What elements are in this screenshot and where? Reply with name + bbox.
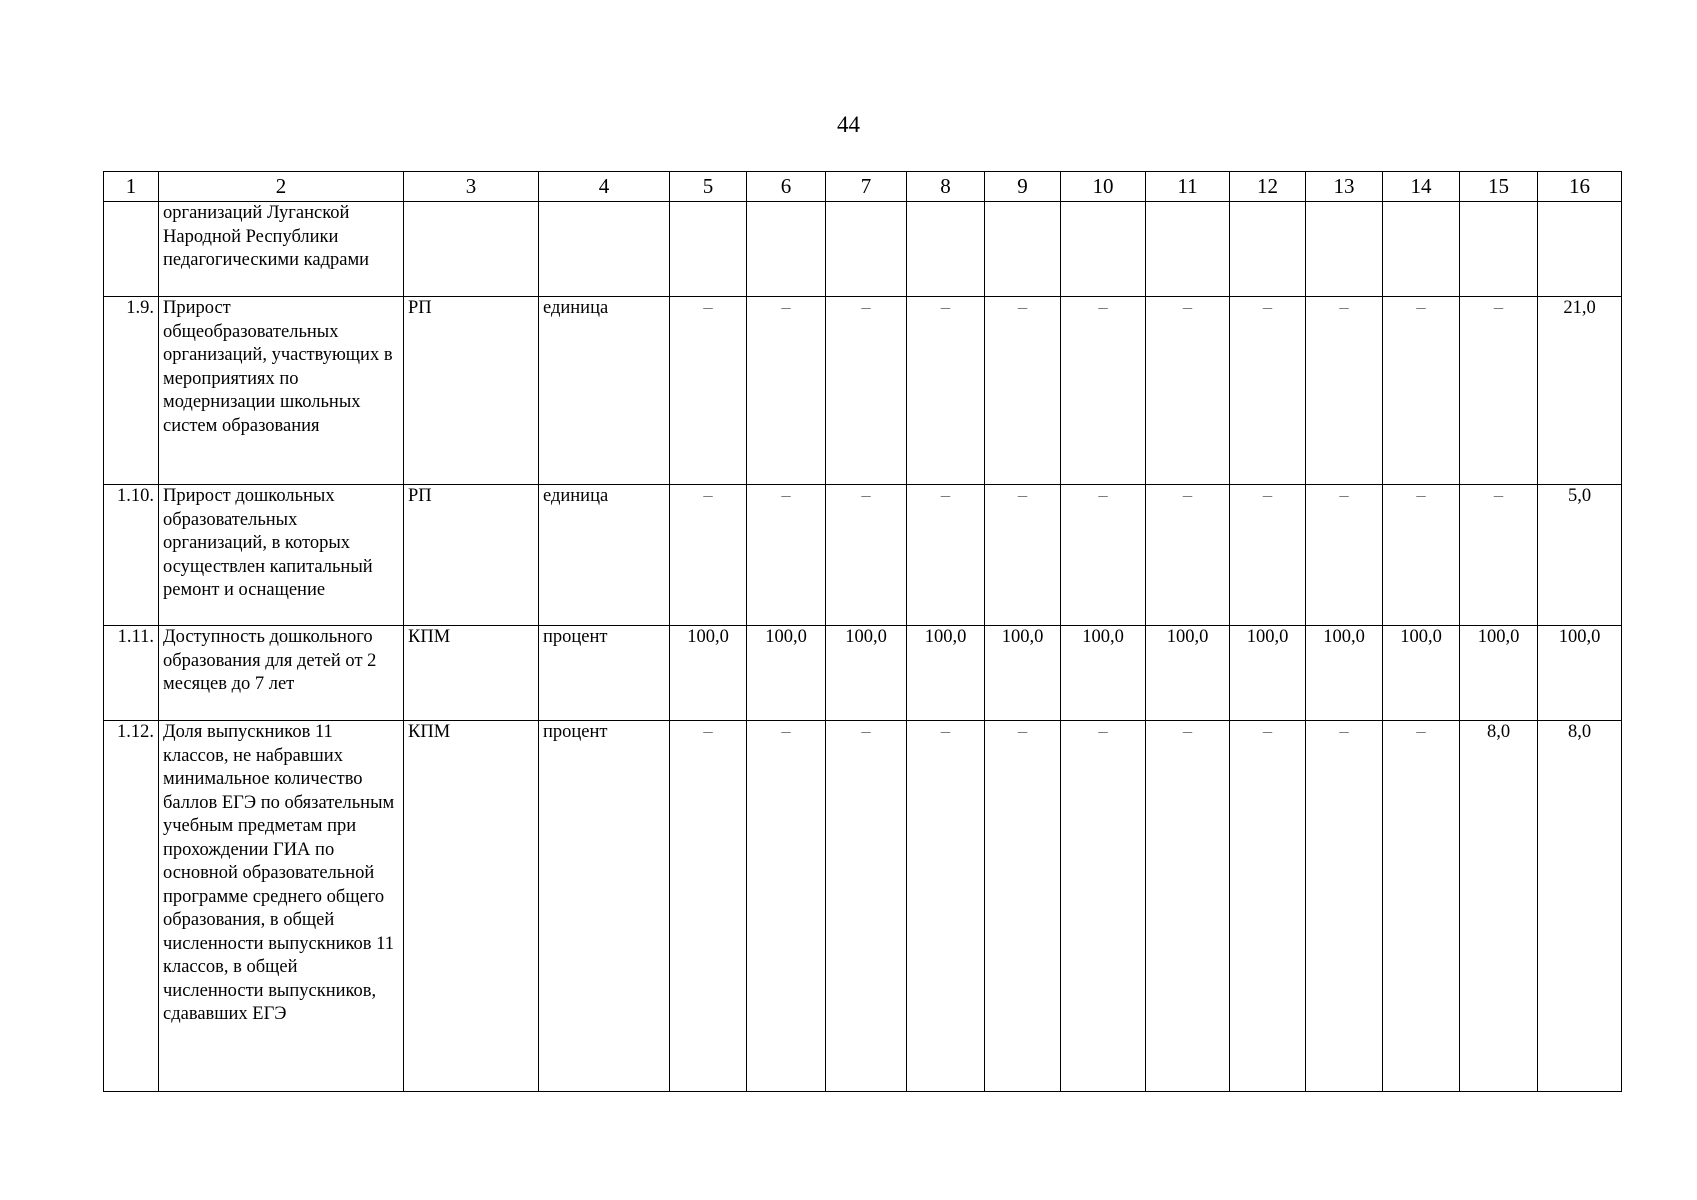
value-cell: – xyxy=(826,297,907,485)
table-row xyxy=(104,626,1622,721)
value-cell: – xyxy=(1146,485,1230,626)
header-cell: 8 xyxy=(907,172,985,202)
value-cell: 100,0 xyxy=(747,626,826,721)
value-cell: – xyxy=(1230,485,1306,626)
indicators-table xyxy=(103,171,1622,1092)
value-cell: – xyxy=(985,297,1061,485)
value-cell: 8,0 xyxy=(1460,721,1538,1092)
value-cell: – xyxy=(670,721,747,1092)
value-cell: 100,0 xyxy=(1061,626,1146,721)
value-cell: – xyxy=(1061,721,1146,1092)
value-cell: – xyxy=(826,721,907,1092)
value-cell xyxy=(1061,202,1146,297)
value-cell: – xyxy=(670,297,747,485)
header-cell: 2 xyxy=(159,172,404,202)
row-number: 1.12. xyxy=(104,721,159,1092)
indicator-source: КПМ xyxy=(404,626,539,721)
header-cell: 7 xyxy=(826,172,907,202)
indicator-unit: процент xyxy=(539,626,670,721)
indicator-source xyxy=(404,202,539,297)
value-cell: – xyxy=(1460,485,1538,626)
value-cell: – xyxy=(670,485,747,626)
value-cell: 100,0 xyxy=(1460,626,1538,721)
header-cell: 15 xyxy=(1460,172,1538,202)
value-cell xyxy=(670,202,747,297)
value-cell: – xyxy=(747,721,826,1092)
header-cell: 10 xyxy=(1061,172,1146,202)
value-cell: 100,0 xyxy=(1230,626,1306,721)
value-cell xyxy=(826,202,907,297)
value-cell: 100,0 xyxy=(907,626,985,721)
value-cell xyxy=(1230,202,1306,297)
table-row xyxy=(104,485,1622,626)
table-row xyxy=(104,202,1622,297)
value-cell: 100,0 xyxy=(985,626,1061,721)
header-cell: 9 xyxy=(985,172,1061,202)
header-cell: 1 xyxy=(104,172,159,202)
header-cell: 11 xyxy=(1146,172,1230,202)
indicator-name: Прирост общеобразовательных организаций, участвующих в мероприятиях по модернизации школьных систем образования xyxy=(159,297,404,485)
value-cell: – xyxy=(1061,297,1146,485)
indicator-unit: единица xyxy=(539,297,670,485)
row-number: 1.10. xyxy=(104,485,159,626)
header-row xyxy=(104,172,1622,202)
row-number: 1.9. xyxy=(104,297,159,485)
indicator-name: Прирост дошкольных образовательных организаций, в которых осуществлен капитальный ремонт и оснащение xyxy=(159,485,404,626)
indicator-source: РП xyxy=(404,485,539,626)
value-cell: – xyxy=(747,297,826,485)
value-cell: 8,0 xyxy=(1538,721,1622,1092)
value-cell: – xyxy=(1383,485,1460,626)
row-number xyxy=(104,202,159,297)
header-cell: 13 xyxy=(1306,172,1383,202)
indicator-source: РП xyxy=(404,297,539,485)
value-cell: – xyxy=(985,485,1061,626)
value-cell: – xyxy=(1306,297,1383,485)
indicator-name: Доступность дошкольного образования для детей от 2 месяцев до 7 лет xyxy=(159,626,404,721)
value-cell: – xyxy=(985,721,1061,1092)
value-cell: – xyxy=(1146,721,1230,1092)
value-cell: – xyxy=(1306,485,1383,626)
value-cell: – xyxy=(907,297,985,485)
header-cell: 16 xyxy=(1538,172,1622,202)
value-cell: – xyxy=(907,485,985,626)
value-cell xyxy=(1383,202,1460,297)
value-cell: 100,0 xyxy=(1383,626,1460,721)
value-cell: 5,0 xyxy=(1538,485,1622,626)
value-cell: – xyxy=(1230,297,1306,485)
indicator-name: организаций Луганской Народной Республики педагогическими кадрами xyxy=(159,202,404,297)
row-number: 1.11. xyxy=(104,626,159,721)
table-row xyxy=(104,721,1622,1092)
value-cell xyxy=(1460,202,1538,297)
indicator-source: КПМ xyxy=(404,721,539,1092)
value-cell: 100,0 xyxy=(1306,626,1383,721)
header-cell: 3 xyxy=(404,172,539,202)
table-row xyxy=(104,297,1622,485)
page-number: 44 xyxy=(837,112,860,137)
indicator-unit: процент xyxy=(539,721,670,1092)
header-cell: 5 xyxy=(670,172,747,202)
value-cell xyxy=(1538,202,1622,297)
value-cell xyxy=(907,202,985,297)
header-cell: 4 xyxy=(539,172,670,202)
indicator-name: Доля выпускников 11 классов, не набравших минимальное количество баллов ЕГЭ по обязательным учебным предметам при прохождении ГИА по основной образовательной программе среднего общего образования, в общей численности выпускников 11 классов, в общей численности выпускников, сдававших ЕГЭ xyxy=(159,721,404,1092)
value-cell: 21,0 xyxy=(1538,297,1622,485)
value-cell: – xyxy=(1460,297,1538,485)
value-cell: 100,0 xyxy=(1538,626,1622,721)
value-cell: – xyxy=(1230,721,1306,1092)
value-cell: – xyxy=(826,485,907,626)
value-cell: – xyxy=(907,721,985,1092)
value-cell xyxy=(1306,202,1383,297)
header-cell: 12 xyxy=(1230,172,1306,202)
indicator-unit: единица xyxy=(539,485,670,626)
value-cell: – xyxy=(1383,721,1460,1092)
value-cell: 100,0 xyxy=(826,626,907,721)
indicator-unit xyxy=(539,202,670,297)
value-cell: – xyxy=(747,485,826,626)
value-cell: – xyxy=(1383,297,1460,485)
value-cell xyxy=(1146,202,1230,297)
value-cell: 100,0 xyxy=(670,626,747,721)
value-cell: 100,0 xyxy=(1146,626,1230,721)
value-cell: – xyxy=(1061,485,1146,626)
value-cell: – xyxy=(1306,721,1383,1092)
header-cell: 6 xyxy=(747,172,826,202)
header-cell: 14 xyxy=(1383,172,1460,202)
value-cell xyxy=(747,202,826,297)
value-cell: – xyxy=(1146,297,1230,485)
value-cell xyxy=(985,202,1061,297)
